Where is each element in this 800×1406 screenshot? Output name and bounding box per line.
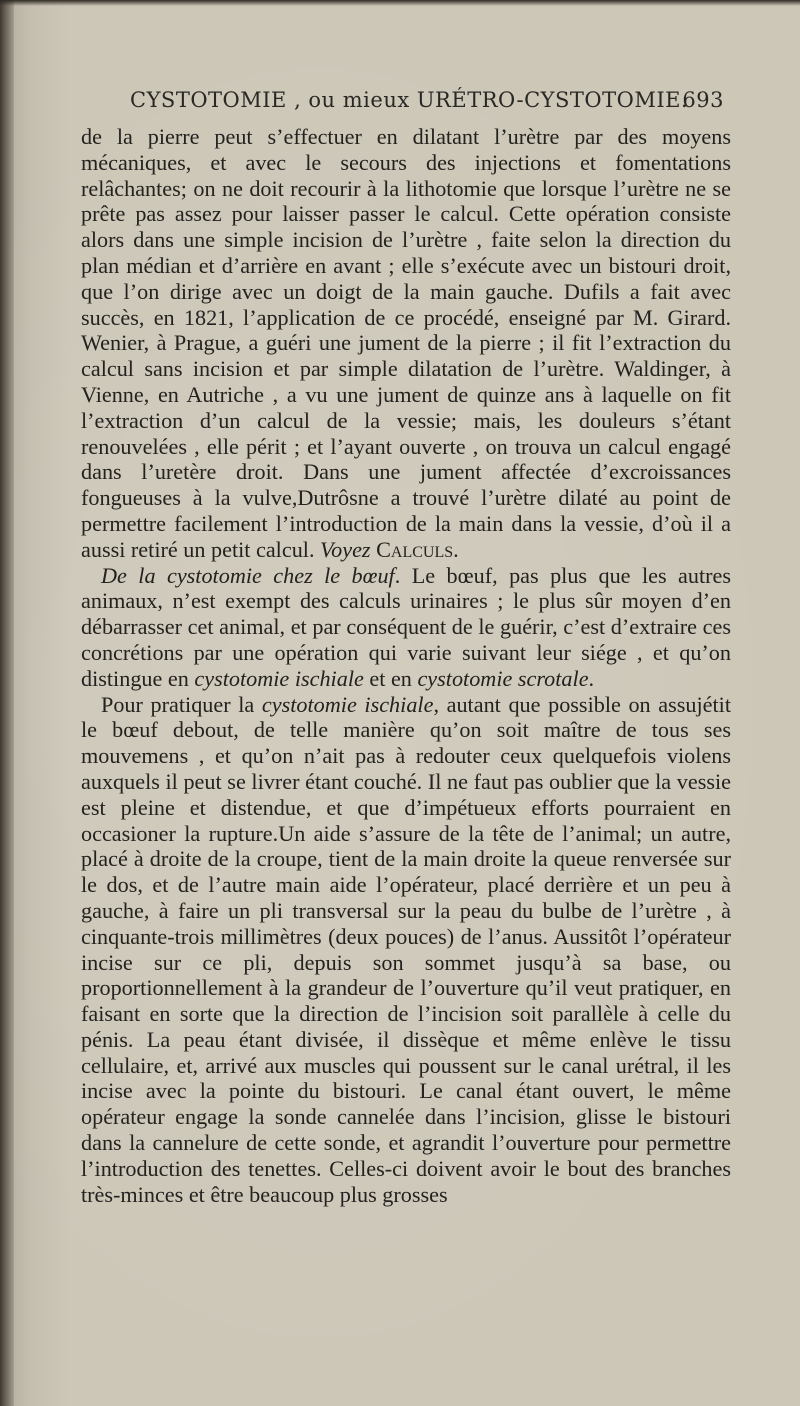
paragraph-3-text-a: Pour pratiquer la <box>101 691 262 717</box>
page-top-edge <box>0 0 800 6</box>
paragraph-1-text: de la pierre peut s’effectuer en dilatant l’urètre par des moyens mécaniques, et avec le secours des injections et fomentations relâchantes; on ne doit recourir à la lithotomie que lorsque l’urètre ne se prête pas assez pour laisser passer le calcul. Cette opération consiste alors dans une simple incision de l’urètre , faite selon la direction du plan médian et d’arrière en avant ; elle s’exécute avec un bistouri droit, que l’on dirige avec un doigt de la main gauche. Dufils a fait avec succès, en 1821, l’application de ce procédé, enseigné par M. Girard. Wenier, à Prague, a guéri une jument de la pierre ; il fit l’extraction du calcul sans incision et par simple dilatation de l’urètre. Waldinger, à Vienne, en Autriche , a vu une jument de quinze ans à laquelle on fit l’extraction d’un calcul de la vessie; mais, les douleurs s’étant renouvelées , elle périt ; et l’ayant ouverte , on trouva un calcul engagé dans l’uretère droit. Dans une jument affectée d’excroissances fongueuses à la vulve,Dutrôsne a trouvé l’urètre dilaté au point de permettre facilement l’introduction de la main dans la vessie, d’où il a aussi retiré un petit calcul. <box>81 124 731 562</box>
book-spine-shadow <box>0 0 14 1406</box>
running-title: CYSTOTOMIE , ou mieux URÉTRO-CYSTOTOMIE. <box>130 88 689 112</box>
paragraph-2-text-a: . Le bœuf, pas plus que les autres animaux, n’est exempt des calculs urinaires ; le plus sûr moyen d’en débarrasser cet animal, et par conséquent de le guérir, c’est d’extraire ces concrétions par une opération qui varie suivant leur siége , et qu’on distingue en <box>81 562 731 691</box>
running-header <box>130 88 730 118</box>
page-number: 693 <box>682 88 724 112</box>
term-cystotomie-scrotale: cystotomie scrotale <box>417 665 589 691</box>
term-cystotomie-ischiale: cystotomie ischiale <box>194 665 364 691</box>
paragraph-1 <box>81 124 731 563</box>
paragraph-3 <box>81 692 731 1208</box>
paragraph-3-text-b: , autant que possible on assujétit le bœuf debout, de telle manière qu’on soit maître de tous ses mouvemens , et qu’on n’ait pas à redouter ceux quelquefois violens auxquels il peut se livrer étant couché. Il ne faut pas oublier que la vessie est pleine et distendue, et que d’impétueux efforts pourraient en occasioner la rupture.Un aide s’assure de la tête de l’animal; un autre, placé à droite de la croupe, tient de la main droite la queue renversée sur le dos, et de l’autre main aide l’opérateur, placé derrière et un peu à gauche, à faire un pli transversal sur la peau du bulbe de l’urètre , à cinquante-trois millimètres (deux pouces) de l’anus. Aussitôt l’opérateur incise sur ce pli, depuis son sommet jusqu’à sa base, ou proportionnellement à la grandeur de l’ouverture qu’il veut pratiquer, en faisant en sorte que la direction de l’incision soit parallèle à celle du pénis. La peau étant divisée, il dissèque et même enlève le tissu cellulaire, et, arrivé aux muscles qui poussent sur le canal urétral, il les incise avec la pointe du bistouri. Le canal étant ouvert, le même opérateur engage la sonde cannelée dans l’incision, glisse le bistouri dans la cannelure de cette sonde, et agrandit l’ouverture pour permettre l’introduction des tenettes. Celles-ci doivent avoir le bout des branches très-minces et être beaucoup plus grosses <box>81 691 731 1207</box>
paragraph-2 <box>81 563 731 692</box>
voyez-reference: Voyez <box>320 536 371 562</box>
section-heading-boeuf: De la cystotomie chez le bœuf <box>101 562 395 588</box>
term-cystotomie-ischiale-2: cystotomie ischiale <box>261 691 434 717</box>
body-text <box>81 124 731 1207</box>
paragraph-2-text-c: . <box>588 665 595 691</box>
paragraph-2-text-b: et en <box>363 665 418 691</box>
calculs-reference: Calculs. <box>370 536 459 562</box>
